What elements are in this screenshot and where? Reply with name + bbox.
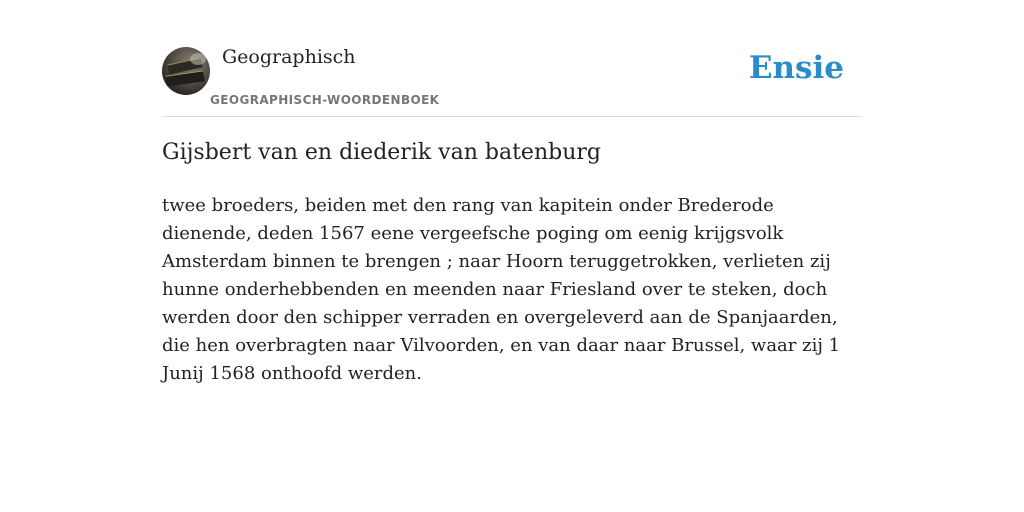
dictionary-title-link[interactable]: Geographisch xyxy=(222,46,356,68)
avatar-highlight xyxy=(190,53,206,65)
entry-title: Gijsbert van en diederik van batenburg xyxy=(162,140,601,165)
entry-card xyxy=(162,0,862,384)
dictionary-header xyxy=(162,0,862,117)
ensie-logo-link[interactable]: Ensie xyxy=(748,50,844,86)
dictionary-slug-link[interactable]: GEOGRAPHISCH-WOORDENBOEK xyxy=(210,93,440,107)
entry-definition: twee broeders, beiden met den rang van kapitein onder Brederode dienende, deden 1567 eene vergeefsche poging om eenig krijgsvolk Amsterdam binnen te brengen ; naar Hoorn teruggetrokken, verlieten zij hunne onderhebbenden en meenden naar Friesland over te steken, doch werden door den schipper verraden en overgeleverd aan de Spanjaarden, die hen overbragten naar Vilvoorden, en van daar naar Brussel, waar zij 1 Junij 1568 onthoofd werden. xyxy=(162,195,841,384)
dictionary-avatar-icon[interactable] xyxy=(162,47,210,95)
